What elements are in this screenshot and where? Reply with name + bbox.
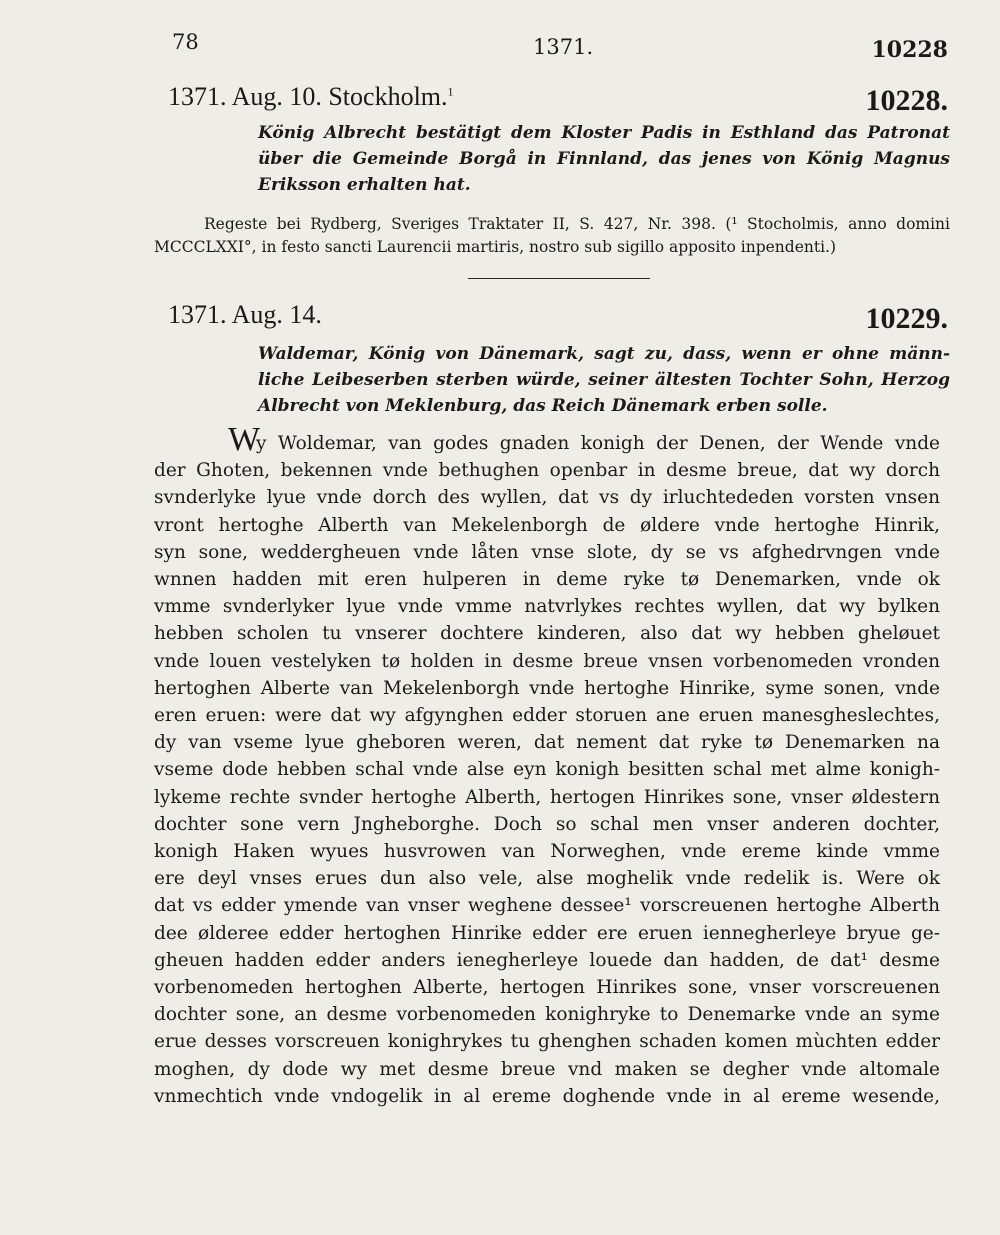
body-line: hebben scholen tu vnserer dochtere kinderen, also dat wy hebben gheløuet	[154, 623, 940, 645]
body-line: dee ølderee edder hertoghen Hinrike edder ere eruen iennegherleye bryue ge-	[154, 922, 940, 944]
body-line: dochter sone, an desme vorbenomeden konighryke to Denemarke vnde an syme	[154, 1004, 940, 1026]
summary-line: Eriksson erhalten hat.	[258, 175, 471, 195]
body-line: vnmechtich vnde vndogelik in al ereme doghende vnde in al ereme wesende,	[154, 1085, 940, 1107]
document-heading	[168, 72, 948, 118]
body-line: dochter sone vern Jngheborghe. Doch so schal men vnser anderen dochter,	[154, 813, 940, 835]
body-line: vorbenomeden hertoghen Alberte, hertogen Hinrikes sone, vnser vorscreuenen	[154, 977, 940, 999]
body-line: y Woldemar, van godes gnaden konigh der Denen, der Wende vnde	[256, 433, 940, 454]
document-number: 10228.	[865, 84, 948, 117]
summary-line: Albrecht von Meklenburg, das Reich Dänemark erben solle.	[258, 396, 828, 416]
regest-line: Regeste bei Rydberg, Sveriges Traktater II, S. 427, Nr. 398. (¹ Stocholmis, anno domini	[204, 215, 950, 233]
body-line: dy van vseme lyue gheboren weren, dat nement dat ryke tø Denemarken na	[154, 732, 940, 754]
body-line: syn sone, weddergheuen vnde låten vnse slote, dy se vs afghedrvngen vnde	[154, 541, 940, 563]
body-line: moghen, dy dode wy met desme breue vnd maken se degher vnde altomale	[154, 1058, 940, 1080]
document-body	[154, 430, 940, 1110]
body-line: lykeme rechte svnder hertoghe Alberth, hertogen Hinrikes sone, vnser øldestern	[154, 786, 940, 808]
body-line: erue desses vorscreuen konighrykes tu ghenghen schaden komen mùchten edder	[154, 1031, 940, 1053]
summary-line: über die Gemeinde Borgå in Finnland, das jenes von König Magnus	[258, 149, 950, 169]
running-head-document-number: 10228	[871, 37, 948, 63]
body-line: konigh Haken wyues husvrowen van Norweghen, vnde ereme kinde vmme	[154, 841, 940, 863]
document-date-place: 1371. Aug. 14.	[168, 300, 322, 329]
body-line: vnde louen vestelyken tø holden in desme breue vnsen vorbenomeden vronden	[154, 650, 940, 672]
section-divider	[468, 278, 650, 279]
document-number: 10229.	[865, 302, 948, 335]
body-line: vseme dode hebben schal vnde alse eyn konigh besitten schal met alme konigh-	[154, 759, 940, 781]
running-head-year: 1371.	[533, 35, 594, 59]
document-date-place: 1371. Aug. 10. Stockholm.$^1$	[168, 82, 454, 111]
document-summary	[258, 120, 950, 198]
body-line: ere deyl vnses erues dun also vele, alse moghelik vnde redelik is. Were ok	[154, 868, 940, 890]
body-line: hertoghen Alberte van Mekelenborgh vnde hertoghe Hinrike, syme sonen, vnde	[154, 677, 940, 699]
footnote-mark: 1	[447, 84, 454, 99]
body-line: svnderlyke lyue vnde dorch des wyllen, dat vs dy irluchtededen vorsten vnsen	[154, 487, 940, 509]
body-line: vmme svnderlyker lyue vnde vmme natvrlykes rechtes wyllen, dat wy bylken	[154, 596, 940, 618]
document-heading	[168, 290, 948, 336]
body-line: wnnen hadden mit eren hulperen in deme ryke tø Denemarken, vnde ok	[154, 569, 940, 591]
running-head	[0, 30, 1000, 70]
regest-note	[154, 213, 950, 259]
body-line: der Ghoten, bekennen vnde bethughen openbar in desme breue, dat wy dorch	[154, 460, 940, 482]
summary-line: König Albrecht bestätigt dem Kloster Padis in Esthland das Patronat	[258, 123, 950, 143]
body-line: dat vs edder ymende van vnser weghene dessee¹ vorscreuenen hertoghe Alberth	[154, 895, 940, 917]
summary-line: Waldemar, König von Dänemark, sagt zu, dass, wenn er ohne männ-	[258, 344, 950, 364]
document-summary	[258, 341, 950, 419]
page-number: 78	[172, 30, 199, 54]
body-line: gheuen hadden edder anders ienegherleye louede dan hadden, de dat¹ desme	[154, 949, 940, 971]
body-line: eren eruen: were dat wy afgynghen edder storuen ane eruen manesgheslechtes,	[154, 705, 940, 727]
summary-line: liche Leibeserben sterben würde, seiner ältesten Tochter Sohn, Herzog	[258, 370, 950, 390]
body-line: vront hertoghe Alberth van Mekelenborgh de øldere vnde hertoghe Hinrik,	[154, 514, 940, 536]
initial-letter: W	[228, 421, 261, 458]
regest-line: MCCCLXXI°, in festo sancti Laurencii martiris, nostro sub sigillo apposito inpendenti.)	[154, 238, 837, 256]
